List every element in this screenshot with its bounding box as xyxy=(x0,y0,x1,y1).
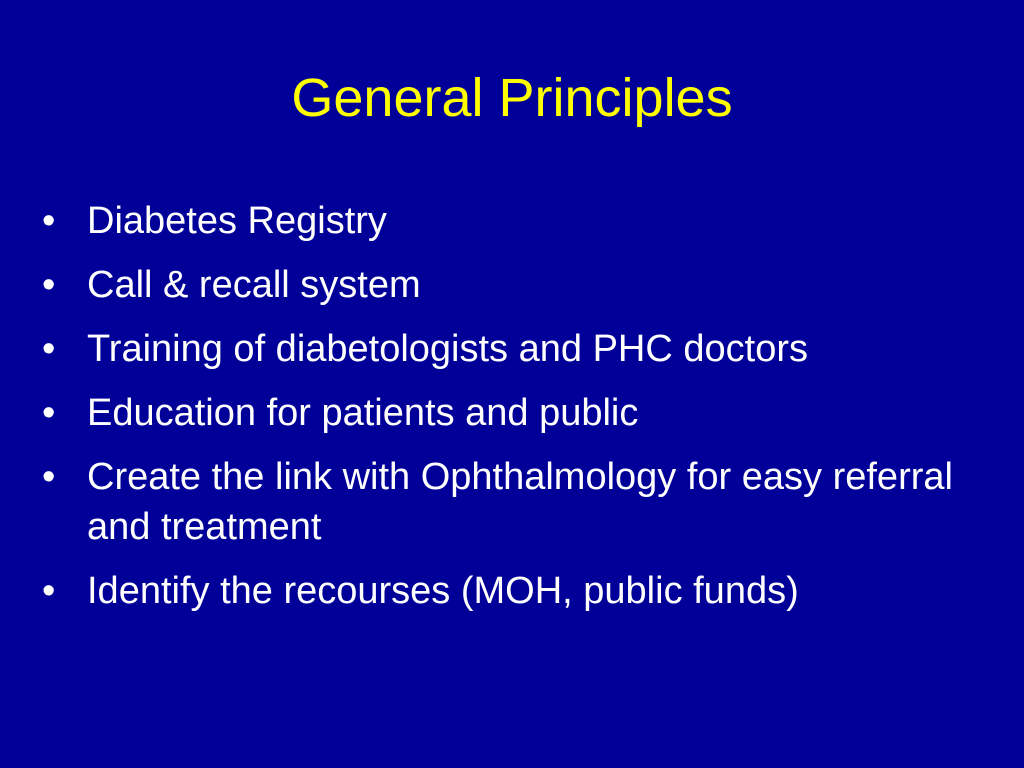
list-item xyxy=(42,388,1002,438)
bullet-text: Diabetes Registry xyxy=(87,200,387,242)
bullet-text: Education for patients and public xyxy=(87,392,639,434)
list-item xyxy=(42,196,1002,246)
list-item xyxy=(42,566,1002,616)
bullet-text: Create the link with Ophthalmology for easy referral and treatment xyxy=(87,456,953,548)
bullet-icon: • xyxy=(42,392,56,434)
bullet-icon: • xyxy=(42,200,56,242)
bullet-icon: • xyxy=(42,456,56,498)
bullet-icon: • xyxy=(42,328,56,370)
list-item xyxy=(42,452,1002,552)
bullet-list xyxy=(42,196,1002,630)
list-item xyxy=(42,260,1002,310)
list-item xyxy=(42,324,1002,374)
bullet-icon: • xyxy=(42,264,56,306)
slide-title: General Principles xyxy=(291,68,733,128)
bullet-icon: • xyxy=(42,570,56,612)
bullet-text: Call & recall system xyxy=(87,264,421,306)
bullet-text: Training of diabetologists and PHC doctors xyxy=(87,328,808,370)
bullet-text: Identify the recourses (MOH, public funds) xyxy=(87,570,799,612)
